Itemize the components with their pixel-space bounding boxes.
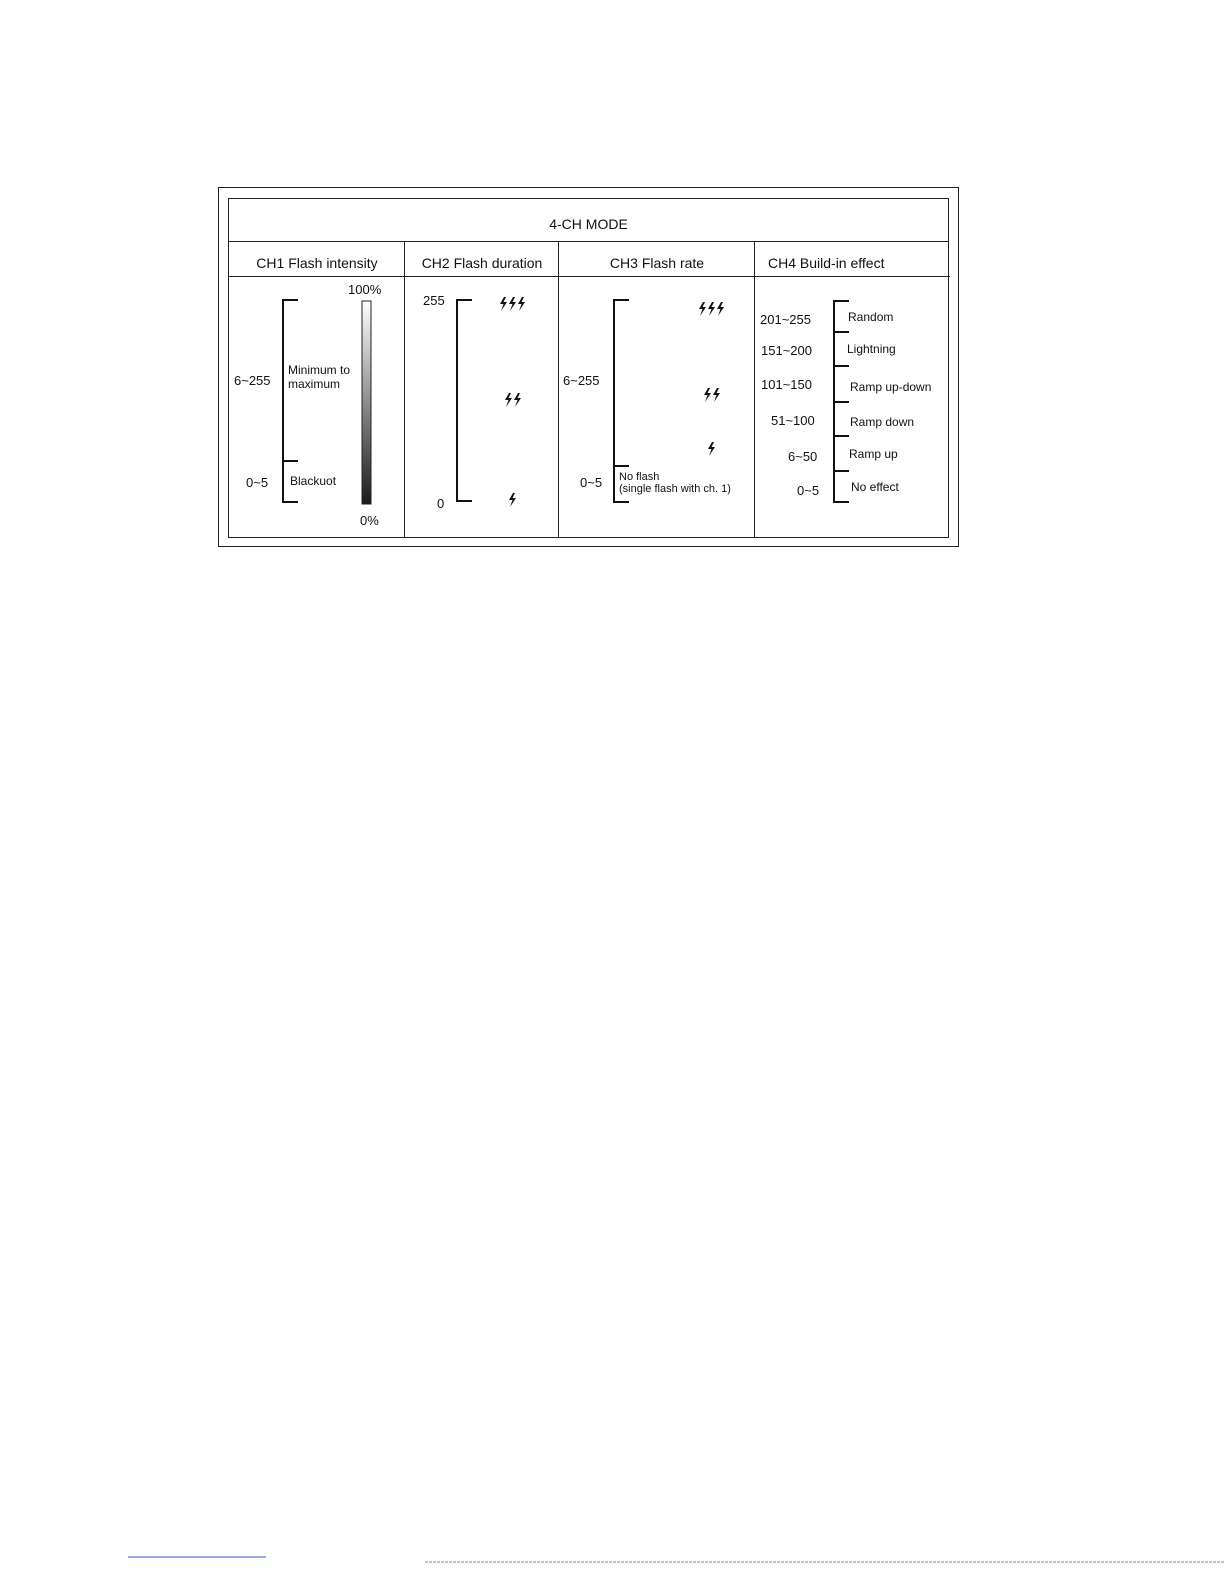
ch2-single-lightning-icon <box>509 493 516 507</box>
ch3-range-high: 6~255 <box>563 373 600 388</box>
ch4-effect-4: Ramp up <box>849 447 898 461</box>
ch4-range-0: 201~255 <box>760 312 811 327</box>
intensity-gradient-bar <box>362 301 371 504</box>
header-ch1: CH1 Flash intensity <box>229 242 405 277</box>
ch1-gradient-top-label: 100% <box>348 282 382 297</box>
ch4-effect-5: No effect <box>851 480 899 494</box>
ch2-bottom-value: 0 <box>437 496 445 511</box>
ch1-range-high-desc-2: maximum <box>288 377 341 391</box>
ch4-effect-3: Ramp down <box>850 415 915 429</box>
ch3-single-lightning-icon <box>708 442 715 456</box>
ch3-triple-lightning-icon <box>699 302 724 316</box>
ch4-bracket <box>834 301 849 502</box>
ch4-range-1: 151~200 <box>761 343 812 358</box>
ch2-bracket <box>457 300 472 501</box>
ch2-top-value: 255 <box>423 293 445 308</box>
ch4-effect-2: Ramp up-down <box>850 380 932 394</box>
ch3-range-low: 0~5 <box>580 475 603 490</box>
ch1-range-low-desc: Blackuot <box>290 474 337 488</box>
ch2-double-lightning-icon <box>505 393 521 407</box>
ch1-range-low: 0~5 <box>246 475 269 490</box>
ch2-triple-lightning-icon <box>500 297 525 311</box>
ch1-gradient-bottom-label: 0% <box>360 513 379 528</box>
ch4-effect-0: Random <box>848 310 894 324</box>
ch3-double-lightning-icon <box>704 388 720 402</box>
ch3-range-low-desc-2: (single flash with ch. 1) <box>619 483 731 495</box>
header-ch3: CH3 Flash rate <box>559 242 755 277</box>
ch4-range-4: 6~50 <box>788 449 818 464</box>
table-title: 4-CH MODE <box>229 199 948 242</box>
ch3-range-low-desc-1: No flash <box>619 471 660 483</box>
ch4-range-3: 51~100 <box>771 413 815 428</box>
header-ch2: CH2 Flash duration <box>405 242 559 277</box>
ch1-range-high: 6~255 <box>234 373 271 388</box>
ch4-range-2: 101~150 <box>761 377 812 392</box>
ch4-effect-1: Lightning <box>847 342 896 356</box>
ch1-range-high-desc-1: Minimum to <box>288 363 351 377</box>
ch1-bracket <box>283 300 298 502</box>
ch4-range-5: 0~5 <box>797 483 820 498</box>
header-ch4: CH4 Build-in effect <box>755 242 950 277</box>
